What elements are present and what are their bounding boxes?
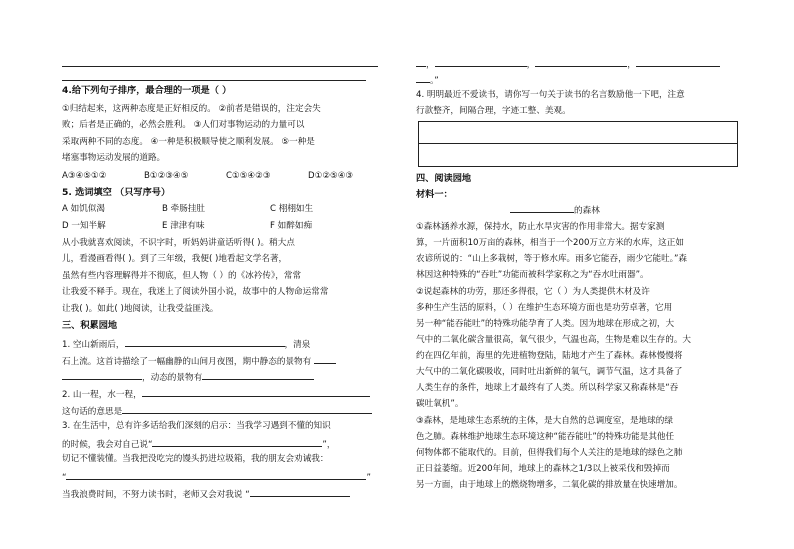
q5-passage-line: 儿，看漫画看得( )。到了三年级，我便( )地看起文学名著， — [62, 254, 288, 264]
paragraph-line: ①森林涵养水源，保持水，防止水旱灾害的作用非常大。据专家测 — [416, 222, 665, 232]
question-4-title: 4.给下列句子排序，最合理的一项是（ ） — [62, 85, 232, 96]
r-q4-line: 4. 明明最近不爱读书，请你写一句关于读书的名言数励他一下吧，注意 — [416, 90, 685, 100]
word-option: A 如饥似渴 — [62, 204, 105, 214]
q3-line: 切记不懂装懂。当我把没吃完的馒头扔进垃圾箱，我的朋友会劝诫我： — [62, 454, 329, 464]
blank[interactable] — [202, 370, 314, 380]
word-option: D 一知半解 — [62, 221, 106, 231]
paragraph-line: 大气中的二氧化碳吸收，同时吐出新鲜的氧气，调节气温，这才具备了 — [416, 367, 683, 377]
blank[interactable] — [314, 354, 336, 364]
material-title: 材料一： — [416, 189, 453, 200]
q1-text: ，动态的景物有 — [142, 373, 203, 383]
passage-title-text: 的森林 — [574, 206, 600, 216]
blank[interactable] — [416, 73, 430, 83]
paragraph-line: 碳吐氧机”。 — [416, 399, 464, 409]
q2-line — [62, 404, 372, 418]
continued-line — [416, 73, 439, 87]
paragraph-line: 另一种“能吞能吐”的特殊功能孕育了人类。因为地球在形成之初，大 — [416, 319, 675, 329]
q4-option-d[interactable]: D①②⑤④③ — [308, 171, 354, 181]
paragraph-line: 算，一片面积10万亩的森林，相当于一个200万立方米的水库，这正如 — [416, 238, 684, 248]
question-5-title: 5. 选词填空 （只写序号） — [62, 187, 171, 198]
q1-text: 1. 空山新雨后， — [62, 340, 125, 350]
paragraph-line: 气中的二氧化碳含量很高，氧气很少，气温也高，生物是难以生存的。大 — [416, 335, 692, 345]
q2-line — [62, 387, 370, 401]
q1-line — [62, 337, 310, 351]
q4-line: ①归结起来，这两种态度是正好相反的。 ②前者是错误的，注定会失 — [62, 104, 321, 114]
q1-line — [62, 370, 314, 384]
paragraph-line: 正日益萎缩。近200年间，地球上的森林之1/3以上被采伐和毁掉而 — [416, 464, 670, 474]
continued-line: ， ， ， — [416, 57, 720, 71]
blank[interactable] — [66, 470, 366, 480]
q4-line: 采取两种不同的态度。 ④一种是积极顺导使之顺利发展。 ⑤一种是 — [62, 137, 315, 147]
q3-quote-end: ” — [366, 473, 371, 483]
q3-line — [62, 470, 371, 484]
q4-line: 败；后者是正确的，必然会胜利。 ③人们对事物运动的力量可以 — [62, 120, 305, 130]
q5-passage-line: 从小我就喜欢阅读，不识字时，听妈妈讲童话听得( )。稍大点 — [62, 238, 295, 248]
q2-text: 这句话的意思是 — [62, 407, 123, 417]
blank[interactable] — [125, 337, 285, 347]
top-line-tail: 。” — [430, 76, 439, 86]
q4-option-b[interactable]: B①②③④⑤ — [144, 171, 189, 181]
blank[interactable] — [62, 370, 142, 380]
word-option: B 牵肠挂肚 — [162, 204, 206, 214]
section-3-title: 三、积累园地 — [62, 320, 118, 331]
word-option: F 如醉如痴 — [270, 221, 313, 231]
q1-text: 石上流。这首诗描绘了一幅幽静的山间月夜图，期中静态的景物有 — [62, 357, 312, 367]
paragraph-line: ③森林，是地球生态系统的主体，是大自然的总调度室，是地球的绿 — [416, 416, 673, 426]
q3-line — [62, 437, 335, 451]
r-q4-line: 行款整齐，间隔合理，字迹工整、美观。 — [416, 106, 571, 116]
blank[interactable] — [122, 404, 372, 414]
passage-title — [510, 203, 600, 217]
q3-text: “ — [62, 473, 67, 483]
word-option: E 津津有味 — [162, 221, 205, 231]
paragraph-line: 农谚所说的：“山上多栽树，等于修水库。雨多它能吞，雨少它能吐。”森 — [416, 254, 688, 264]
q3-line: 3. 在生活中，总有许多话给我们深刻的启示：当我学习遇到不懂的知识 — [62, 421, 331, 431]
paragraph-line: ②说起森林的功劳，那还多得很，它（ ）为人类提供木材及许 — [416, 287, 650, 297]
blank[interactable] — [250, 487, 350, 497]
blank[interactable] — [535, 57, 627, 67]
paragraph-line: 林因这种特殊的“吞吐”功能而被科学家称之为“吞水吐雨器”。 — [416, 270, 649, 280]
title-blank[interactable] — [510, 203, 574, 213]
paragraph-line: 色之肺。森林维护地球生态环境这种“能吞能吐”的特殊功能是其他任 — [416, 432, 675, 442]
q1-line — [62, 354, 336, 368]
q5-passage-line: 让我爱不释手。现在，我迷上了阅读外国小说，故事中的人物命运常常 — [62, 287, 329, 297]
q3-line — [62, 487, 350, 501]
q4-line: 堵塞事物运动发展的道路。 — [62, 153, 166, 163]
section-4-title: 四、阅读园地 — [416, 173, 472, 184]
q4-option-a[interactable]: A③④⑤①② — [62, 171, 107, 181]
q1-tail: ，清泉 — [284, 340, 311, 350]
paragraph-line: 多种生产生活的原料，（ ）在维护生态环境方面也是功劳卓著，它用 — [416, 303, 673, 313]
paragraph-line: 何物体都不能取代的。目前，但得我们每个人关注的是地球的绿色之肺 — [416, 448, 683, 458]
blank[interactable] — [142, 387, 370, 397]
paragraph-line: 人类生存的条件，地球上才最终有了人类。所以科学家又称森林是“吞 — [416, 383, 679, 393]
answer-line[interactable] — [62, 80, 366, 81]
blank[interactable] — [416, 57, 426, 67]
writing-box-line — [419, 143, 737, 144]
blank[interactable] — [435, 57, 527, 67]
q5-passage-line: 让我( )。如此( )地阅读，让我受益匪浅。 — [62, 304, 219, 314]
q3-quote-end: ”， — [322, 440, 336, 450]
q3-text: 的时候，我会对自己说“ — [62, 440, 153, 450]
q5-passage-line: 虽然有些内容理解得并不彻底，但人物（ ）的《冰衿传》，常常 — [62, 271, 302, 281]
paragraph-line: 约在四亿年前，海里的先进植物登陆，陆地才产生了森林。森林慢慢将 — [416, 351, 683, 361]
blank[interactable] — [152, 437, 322, 447]
paragraph-line: 另一方面，由于地球上的燃烧物增多，二氧化碳的排放量在快速增加。 — [416, 480, 683, 490]
q3-text: 当我浪费时间，不努力读书时，老师又会对我说 “ — [62, 490, 250, 500]
answer-line[interactable] — [62, 66, 378, 67]
writing-box[interactable] — [418, 121, 738, 167]
q4-option-c[interactable]: C①⑤④②③ — [226, 171, 271, 181]
q2-text: 2. 山一程，水一程， — [62, 390, 142, 400]
blank[interactable] — [636, 57, 720, 67]
word-option: C 栩栩如生 — [270, 204, 314, 214]
